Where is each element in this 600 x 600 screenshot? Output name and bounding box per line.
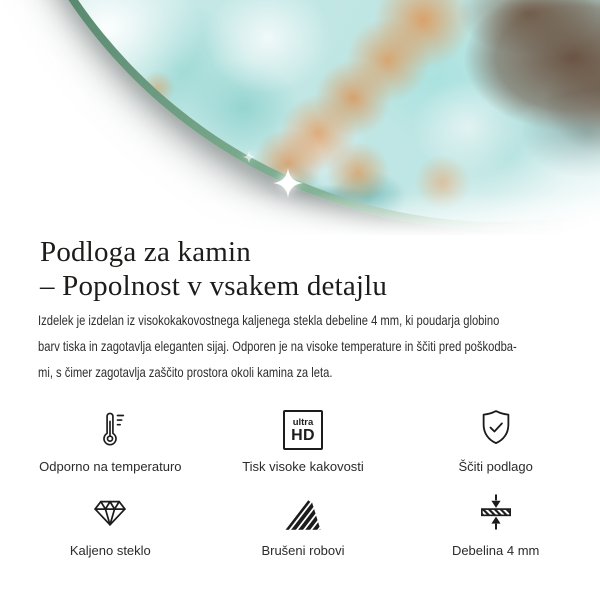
product-heading [0,235,600,303]
diamond-icon [87,488,133,534]
heading-line: – Popolnost v vsakem detajlu [40,270,388,302]
description-line: mi, s čimer zagotavlja zaščito prostora okoli kamina za leta. [38,364,333,380]
feature-item [207,404,400,476]
feature-item [399,488,592,560]
shield-check-icon [474,404,518,450]
thickness-4mm-icon [476,488,516,534]
feature-label: Odporno na temperaturo [39,459,182,474]
sparkle-icon [243,150,255,168]
feature-item [14,404,207,476]
feature-label: Kaljeno steklo [69,543,151,558]
description-line: barv tiska in zagotavlja eleganten sijaj. Odporen je na visoke temperature in ščiti pred poškodba- [38,338,517,354]
product-description [38,307,598,385]
feature-label: Brušeni robovi [261,543,345,558]
ultra-hd-icon: ultra HD [283,404,323,450]
thermometer-icon [90,404,130,450]
description-line: Izdelek je izdelan iz visokokakovostnega kaljenega stekla debeline 4 mm, ki poudarja globino [38,312,500,328]
feature-item [14,488,207,560]
feature-label: Debelina 4 mm [451,543,540,558]
features-grid [14,404,592,560]
feature-item [207,488,400,560]
feature-item [399,404,592,476]
product-hero-image [0,0,600,235]
sparkle-icon [273,168,303,203]
beveled-edges-icon [283,488,323,534]
feature-label: Ščiti podlago [458,459,533,474]
heading-line: Podloga za kamin [40,236,251,268]
feature-label: Tisk visoke kakovosti [242,459,364,474]
